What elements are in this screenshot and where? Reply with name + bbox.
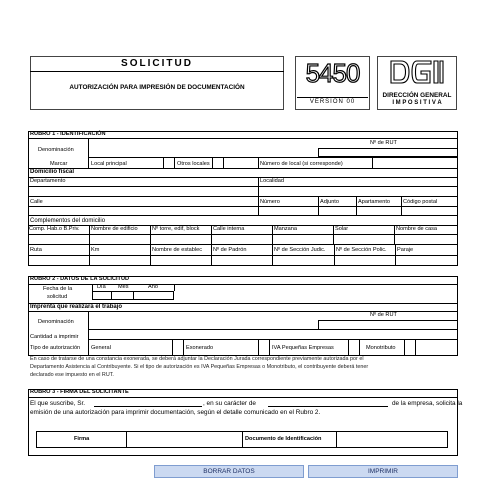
fecha-label-line2: solicitud — [47, 294, 68, 300]
agency-name-line1: DIRECCIÓN GENERAL — [382, 92, 452, 99]
departamento-input[interactable] — [28, 186, 258, 197]
torre-label: Nº torre, edif, block — [152, 226, 200, 232]
firma-label: Firma — [74, 436, 90, 442]
km-input[interactable] — [89, 255, 150, 266]
nombre-edificio-input[interactable] — [89, 234, 150, 245]
paraje-label: Paraje — [397, 247, 414, 253]
tipo-divider — [88, 340, 89, 356]
caracter-input[interactable] — [268, 406, 388, 407]
imprenta-heading: Imprenta que realizará el trabajo — [30, 304, 123, 310]
numero-local-label: Número de local (si corresponde) — [260, 161, 343, 167]
rubro2-title: RUBRO 2 - DATOS DE LA SOLICITUD — [30, 276, 130, 282]
torre-input[interactable] — [150, 234, 211, 245]
adjunto-label: Adjunto — [320, 199, 339, 205]
denominacion-divider-2 — [88, 311, 89, 330]
monotributo-checkbox[interactable] — [404, 340, 416, 356]
nombre-establec-label: Nombre de establec — [152, 247, 203, 253]
page-title: SOLICITUD — [121, 58, 193, 69]
exonerado-checkbox[interactable] — [258, 340, 270, 356]
rut-label: Nº de RUT — [370, 140, 397, 146]
firma-input[interactable] — [127, 432, 241, 447]
comp-input[interactable] — [28, 234, 89, 245]
form-number: 5450 — [305, 58, 360, 88]
nombre-casa-label: Nombre de casa — [396, 226, 438, 232]
comp-label: Comp. Hab.o B.Priv. — [29, 226, 80, 232]
mes-input[interactable] — [112, 291, 134, 300]
calle-input[interactable] — [28, 206, 258, 216]
monotributo-label: Monotributo — [366, 345, 396, 351]
apartamento-label: Apartamento — [358, 199, 391, 205]
apartamento-input[interactable] — [356, 206, 401, 216]
padron-label: Nº de Padrón — [213, 247, 247, 253]
calle-interna-label: Calle interna — [213, 226, 245, 232]
denominacion-divider — [88, 138, 89, 158]
cantidad-input[interactable] — [88, 330, 458, 340]
general-checkbox[interactable] — [172, 340, 184, 356]
domicilio-line — [28, 177, 458, 178]
suscribe-text-1: El que suscribe, Sr. — [30, 400, 86, 407]
suscribe-text-line2: emisión de una autorización para imprimir documentación, según el detalle comunicado en el Rubro 2. — [30, 409, 321, 416]
fecha-divider — [92, 284, 93, 291]
nombre-casa-input[interactable] — [394, 234, 458, 245]
cantidad-label: Cantidad a imprimir — [30, 334, 79, 340]
dia-label: Día — [97, 284, 106, 290]
rubro1-title-line — [28, 138, 458, 139]
suscribe-text-3: de la empresa, solicita la — [392, 400, 463, 407]
seccion-judic-label: Nº de Sección Judic. — [274, 247, 326, 253]
title-divider — [30, 71, 284, 72]
solar-input[interactable] — [333, 234, 394, 245]
suscribe-text-2: , en su carácter de — [203, 400, 256, 407]
imprimir-button[interactable]: IMPRIMIR — [308, 465, 458, 478]
numero-local-input[interactable] — [372, 158, 458, 168]
numero-local-divider — [258, 158, 259, 168]
firma-divider-2 — [242, 431, 243, 448]
solar-label: Solar — [335, 226, 349, 232]
seccion-polic-label: Nº de Sección Polic. — [336, 247, 387, 253]
ruta-label: Ruta — [30, 247, 42, 253]
local-principal-label: Local principal — [91, 161, 127, 167]
note-line2: Departamento Asistencia al Contribuyente. Si el tipo de autorización es IVA Pequeñas Empresas o Monotributo, el contribuyente deberá tener — [30, 364, 369, 370]
marcar-divider — [88, 158, 89, 168]
seccion-polic-input[interactable] — [334, 255, 395, 266]
denominacion-label: Denominación — [38, 147, 74, 153]
otros-locales-label: Otros locales — [177, 161, 210, 167]
mes-label: Mes — [118, 284, 129, 290]
fecha-label-line1: Fecha de la — [43, 286, 73, 292]
iva-pequenas-label: IVA Pequeñas Empresas — [272, 345, 334, 351]
adjunto-input[interactable] — [318, 206, 356, 216]
calle-interna-input[interactable] — [211, 234, 272, 245]
agency-name-line2: I M P O S I T I V A — [392, 100, 442, 106]
rut-input-2[interactable] — [318, 320, 458, 329]
departamento-label: Departamento — [30, 178, 66, 184]
km-label: Km — [91, 247, 100, 253]
rut-input[interactable] — [318, 148, 458, 157]
seccion-judic-input[interactable] — [272, 255, 334, 266]
nombre-edificio-label: Nombre de edificio — [91, 226, 138, 232]
calle-label: Calle — [30, 199, 43, 205]
fecha-divider-2 — [174, 284, 175, 291]
borrar-datos-button[interactable]: BORRAR DATOS — [154, 465, 304, 478]
exonerado-label: Exonerado — [186, 345, 214, 351]
manzana-label: Manzana — [274, 226, 298, 232]
denominacion-label-2: Denominación — [38, 319, 74, 325]
codigo-postal-input[interactable] — [401, 206, 458, 216]
numero-label: Número — [260, 199, 280, 205]
dia-input[interactable] — [92, 291, 112, 300]
nombre-suscribe-input[interactable] — [94, 406, 202, 407]
rut-label-2: Nº de RUT — [370, 312, 397, 318]
marcar-bottom-line — [28, 168, 458, 169]
manzana-input[interactable] — [272, 234, 333, 245]
page-subtitle: AUTORIZACIÓN PARA IMPRESIÓN DE DOCUMENTACIÓN — [69, 84, 245, 91]
localidad-label: Localidad — [260, 178, 284, 184]
paraje-input[interactable] — [395, 255, 458, 266]
rubro1-title: RUBRO 1 - IDENTIFICACIÓN — [30, 131, 106, 137]
numero-input[interactable] — [258, 206, 318, 216]
nombre-establec-input[interactable] — [150, 255, 211, 266]
dgi-logo-icon — [387, 58, 447, 86]
padron-input[interactable] — [211, 255, 272, 266]
note-line1: En caso de tratarse de una constancia exonerada, se deberá adjuntar la Declaración Jurada correspondiente previamente autorizada por el — [30, 356, 364, 362]
documento-input[interactable] — [337, 432, 447, 447]
domicilio-fiscal-heading: Domicilio fiscal — [30, 169, 75, 175]
anio-label: Año — [148, 284, 158, 290]
iva-pequenas-checkbox[interactable] — [348, 340, 360, 356]
documento-label: Documento de Identificación — [245, 436, 322, 442]
form-number-divider — [297, 97, 368, 98]
ruta-input[interactable] — [28, 255, 89, 266]
localidad-input[interactable] — [258, 186, 458, 197]
marcar-label: Marcar — [50, 161, 68, 167]
complementos-heading: Complementos del domicilio — [30, 218, 106, 224]
codigo-postal-label: Código postal — [403, 199, 438, 205]
tipo-label: Tipo de autorización — [30, 345, 81, 351]
rubro3-title: RUBRO 3 - FIRMA DEL SOLICITANTE — [30, 389, 129, 395]
rubro3-title-line — [28, 397, 458, 398]
form-version: VERSIÓN 00 — [309, 99, 356, 105]
note-line3: declarado ese impuesto en el RUT. — [30, 372, 114, 378]
local-principal-checkbox[interactable] — [163, 158, 175, 168]
otros-locales-checkbox[interactable] — [212, 158, 224, 168]
anio-input[interactable] — [134, 291, 174, 300]
general-label: General — [91, 345, 111, 351]
